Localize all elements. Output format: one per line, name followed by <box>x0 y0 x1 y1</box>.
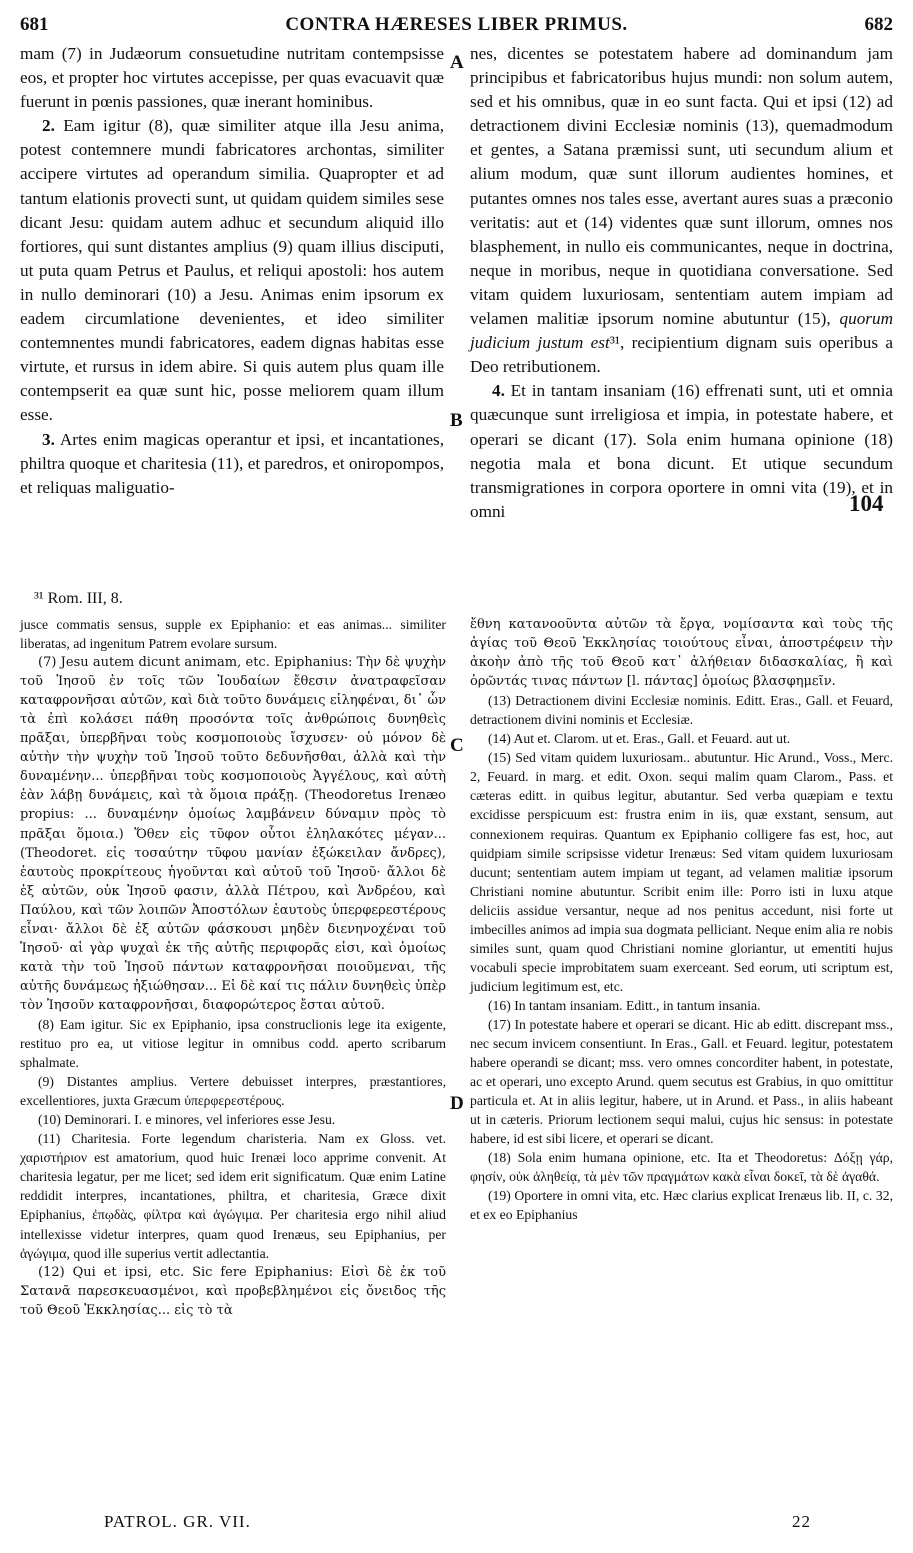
footnote: (9) Distantes amplius. Vertere debuisset interpres, præstantiores, excellentiores, juxta Græcum ὑπερφερεστέρους. <box>20 1074 446 1109</box>
margin-letter-d: D <box>450 1093 464 1114</box>
margin-letter-a: A <box>450 52 464 73</box>
margin-letter-c: C <box>450 735 464 756</box>
scripture-reference: ³¹ Rom. III, 8. <box>34 590 123 607</box>
page-number-right: 682 <box>864 14 893 35</box>
footnote: (19) Oportere in omni vita, etc. Hæc clarius explicat Irenæus lib. II, c. 32, et ex eo Epiphanius <box>470 1188 893 1223</box>
paragraph-text: nes, dicentes se potestatem habere ad dominandum jam principibus et fabricatoribus hujus mundi: non solum autem, sed et his omnibus, quæ in eo sunt facta. Qui et ipsi (12) ad detractionem divini Ecclesiæ nominis (13), quemadmodum et gentes, a Satana præmissi sunt, uti secundum alium et alium modum, quæ sunt illorum audientes homines, et putantes omnes nos tales esse, avertant aures suas a præconio veritatis: aut et (14) videntes quæ sunt illorum, omnes nos blasphement, in nullo eis communicantes, neque in doctrina, neque in moribus, neque in quotidiana conversatione. Sed vitam quidem luxuriosam, sententiam autem impiam ad velamen malitiæ ipsorum nomine abutuntur (15), <box>470 44 893 329</box>
main-text-right-column <box>470 42 893 524</box>
paragraph-text: Artes enim magicas operantur et ipsi, et incantationes, philtra quoque et charitesia (11), et paredros, et oniropompos, et reliquas maliguatio- <box>20 429 444 497</box>
footnote: ἔθνη κατανοοῦντα αὐτῶν τὰ ἔργα, νομίσαντα καὶ τοὺς τῆς ἁγίας τοῦ Θεοῦ Ἐκκλησίας τοιούτους εἶναι, ἀποστρέφειν τὴν ἀκοὴν ἀπὸ τῆς τοῦ Θεοῦ κατ᾽ ἀλήθειαν διδασκαλίας, ἢ καὶ ὁρῶντάς τινας πάντων [l. πάντας] ὁμοίως βλασφημεῖν. <box>470 617 893 690</box>
footnote: (12) Qui et ipsi, etc. Sic fere Epiphanius: Εἰσὶ δὲ ἐκ τοῦ Σατανᾶ παρεσκευασμένοι, καὶ προβεβλημένοι εἰς ὄνειδος τῆς τοῦ Θεοῦ Ἐκκλησίας... εἰς τὸ τὰ <box>20 1264 446 1318</box>
footnote: (15) Sed vitam quidem luxuriosam.. abutuntur. Hic Arund., Voss., Merc. 2, Feuard. in marg. et edit. Oxon. sequi malim quam Clarom., Pass. et cæteras editt. in quibus legitur, abutantur. Sed verba quæpiam e textu excidisse perspicuum est: frustra enim in iis, quæ exstant, sensum, aut connexionem requiras. Quantum ex Epiphanio colligere fas est, hoc, aut quidpiam simile scripsisse videtur Irenæus: Sed vitam quidem luxuriosam ducunt; sententiam autem impiam ut tegant, ad velamen malitiæ ipsorum Christiani nomine abutuntur. Scribit enim ille: Porro isti in luxu atque deliciis assidue versantur, neque ad nos penitus accedunt, nisi forte ut imbecilles animos ad impia sua dogmata pelliciant. Neque enim alia re nobis similes sunt, quam quod Christiani nomine gloriantur, ut ementiti hujus vocabuli specie improbitatem suam exerceant. Sed eorum, uti scriptum est, judicium legitimum est, etc. <box>470 750 893 994</box>
paragraph-continued: mam (7) in Judæorum consuetudine nutritam contempsisse eos, et propter hoc virtutes accepisse, per quas evacuavit quæ fuerunt in pœnis passiones, quæ inerant hominibus. <box>20 44 444 112</box>
paragraph-continued <box>470 42 893 379</box>
page-number-left: 681 <box>20 14 49 35</box>
paragraph-number: 2. <box>42 116 55 136</box>
paragraph-4 <box>470 379 893 524</box>
paragraph-number: 3. <box>42 429 55 449</box>
footnote: (7) Jesu autem dicunt animam, etc. Epiphanius: Τὴν δὲ ψυχὴν τοῦ Ἰησοῦ ἐν τοῖς τῶν Ἰουδαίων ἔθεσιν ἀνατραφεῖσαν καταφρονῆσαι αὐτῶν, καὶ διὰ τοῦτο δυνάμεις εἰληφέναι, δι᾽ ὧν τὰ ἐπὶ κολάσει πάθη προσόντα τοῖς ἀνθρώποις δυνηθεὶς πρᾶξαι, ὑπερβῆναι τοὺς κοσμοποιοὺς ἴσχυσεν· οὐ μόνον δὲ αὐτὴν τὴν ψυχὴν τοῦ Ἰησοῦ τοῦτο δεδυνῆσθαι, ἀλλὰ καὶ τὴν δυναμένην... ὑπερβῆναι τοὺς κοσμοποιοὺς Ἀγγέλους, καὶ αὐτὴ ἐὰν λάβῃ δυνάμεις, καὶ τὰ ὅμοια πράξῃ. (Theodoretus Irenæo propius: ... δυναμένην ὁμοίως λαμβάνειν δύναμιν πρὸς τὸ πρᾶξαι ὅμοια.) Ὅθεν εἰς τῦφον οὗτοι ἐληλακότες μέγαν... (Theodoret. εἰς τοσαύτην τῦφου μανίαν ἐξώκειλαν ἄνδρες), ἑαυτοὺς προκρίτεους ἡγοῦνται καὶ αὐτοῦ τοῦ Ἰησοῦ· ἄλλοι δὲ ἐξ αὐτῶν, οὐκ Ἰησοῦ φασιν, ἀλλὰ Πέτρου, καὶ Ἀνδρέου, καὶ Παύλου, καὶ τῶν λοιπῶν Ἀποστόλων ἑαυτοὺς ὑπερφερεστέρους εἶναι· ἄλλοι δὲ ἐξ αὐτῶν φάσκουσι μηδὲν διενηνοχέναι τοῦ Ἰησοῦ· αἱ γὰρ ψυχαὶ ἐκ τῆς αὐτῆς περιφορᾶς εἰσι, καὶ ὁμοίως κατὰ τὴν τοῦ Ἰησοῦ πάντων καταφρονῆσαι ποιοῦμεναι, τῆς αὐτῆς δυνάμεως ἠξιώθησαν... Εἰ δὲ καί τις πάλιν δυνηθεὶς ὑπὲρ τὸν Ἰησοῦν καταφρονῆσαι, διαφορώτερος ἔσται αὐτοῦ. <box>20 655 446 1013</box>
main-text-left-column <box>20 42 444 500</box>
running-title: CONTRA HÆRESES LIBER PRIMUS. <box>285 14 628 35</box>
footnote: (18) Sola enim humana opinione, etc. Ita et Theodoretus: Δόξῃ γάρ, φησίν, οὐκ ἀληθείᾳ, τὰ μὲν τῶν πραγμάτων κακὰ εἶναι δοκεῖ, τὰ δὲ ἀγαθά. <box>470 1150 893 1185</box>
paragraph-number: 4. <box>492 381 505 401</box>
footnote: (17) In potestate habere et operari se dicant. Hic ab editt. discrepant mss., nec secum invicem consentiunt. In Eras., Gall. et Feuard. legitur, potestatem habere operandi se dicant; mss. vero omnes concorditer habent, in potestate, ac et operari, uno excepto Arund. quem secutus est Grabius, in quo omittitur particula et. At in aliis legitur, habere, ut in Arund. et Pass., in aliis habeant ut in cæteris. Priorum lectionem sequi malui, cujus hic sensus: in potestate habere, id est sibi licere, et operari se dicant. <box>470 1016 893 1147</box>
footer-series-title: PATROL. GR. VII. <box>104 1512 251 1531</box>
paragraph-3 <box>20 428 444 500</box>
footnote: jusce commatis sensus, supple ex Epiphanio: et eas animas... similiter liberatas, ad ingenitum Patrem evolare sursum. <box>20 617 446 652</box>
scripture-quotation: quorum judicium justum est <box>470 309 893 353</box>
footnote: (14) Aut et. Clarom. ut et. Eras., Gall. et Feuard. aut ut. <box>488 731 791 747</box>
footnotes-left-column <box>20 615 446 1320</box>
margin-letter-b: B <box>450 410 463 431</box>
paragraph-text: Et in tantam insaniam (16) effrenati sunt, uti et omnia quæcunque sunt irreligiosa et impia, in potestate habere, et operari se dicant (17). Sola enim humana opinione (18) negotia mala et bona dicunt. Et utique secundum transmigrationes in corpora oportere in omni vita (19), et in omni <box>470 381 893 521</box>
footnotes-right-column <box>470 615 893 1225</box>
footnote: (10) Deminorari. I. e minores, vel inferiores esse Jesu. <box>38 1112 336 1128</box>
paragraph-2 <box>20 114 444 427</box>
paragraph-text: Eam igitur (8), quæ similiter atque illa Jesu anima, potest contemnere mundi fabricatores archontas, similiter accipere virtutes ad operandum similia. Quapropter et ad tantum elationis provecti sunt, ut quidam quidem similes sese dicant Jesu: quidam autem adhuc et secundum aliquid illo fortiores, qui sunt distantes amplius (9) quam illius disciputi, ut puta quam Petrus et Paulus, et reliqui apostoli: hos autem in nullo deminorari (10) a Jesu. Animas enim ipsorum ex eadem circumlatione devenientes, et ideo similiter contemnentes mundi fabricatores, eadem dignas habitas esse virtute, et rursus in idem abire. Si quis autem plus quam ille contempserit ea quæ sunt hic, posse meliorem quam illum esse. <box>20 116 444 425</box>
footnote: (8) Eam igitur. Sic ex Epiphanio, ipsa construclionis lege ita exigente, restituo pro ea, ut vitiose legitur in omnibus codd. aperto scribarum sphalmate. <box>20 1016 446 1071</box>
running-header <box>20 14 893 40</box>
column-number: 104 <box>849 491 884 516</box>
footnote: (11) Charitesia. Forte legendum charisteria. Nam ex Gloss. vet. χαριστήριον est amatorium, quod huic Irenæi loco apprime convenit. At charitesia legatur, per me licet; sed idem erit significatum. Quæ enim Latine reddidit interpres, incantationes, philtra, et charitesia, Græce dixit Epiphanius, ἐπῳδὰς, φίλτρα καὶ ἀγώγιμα. Per charitesia ergo nihil aliud intellexisse videtur interpres, quam quod Irenæus, seu Epiphanius, per ἀγώγιμα, quod ille superius vertit adlectantia. <box>20 1131 446 1261</box>
footnote: (16) In tantam insaniam. Editt., in tantum insania. <box>488 997 761 1013</box>
paragraph-text: ³¹, recipientium dignam suis operibus a Deo retributionem. <box>470 333 893 377</box>
footer-signature-mark: 22 <box>792 1512 811 1531</box>
footnote: (13) Detractionem divini Ecclesiæ nominis. Editt. Eras., Gall. et Feuard, detractionem divini nominis et Ecclesiæ. <box>470 693 893 728</box>
